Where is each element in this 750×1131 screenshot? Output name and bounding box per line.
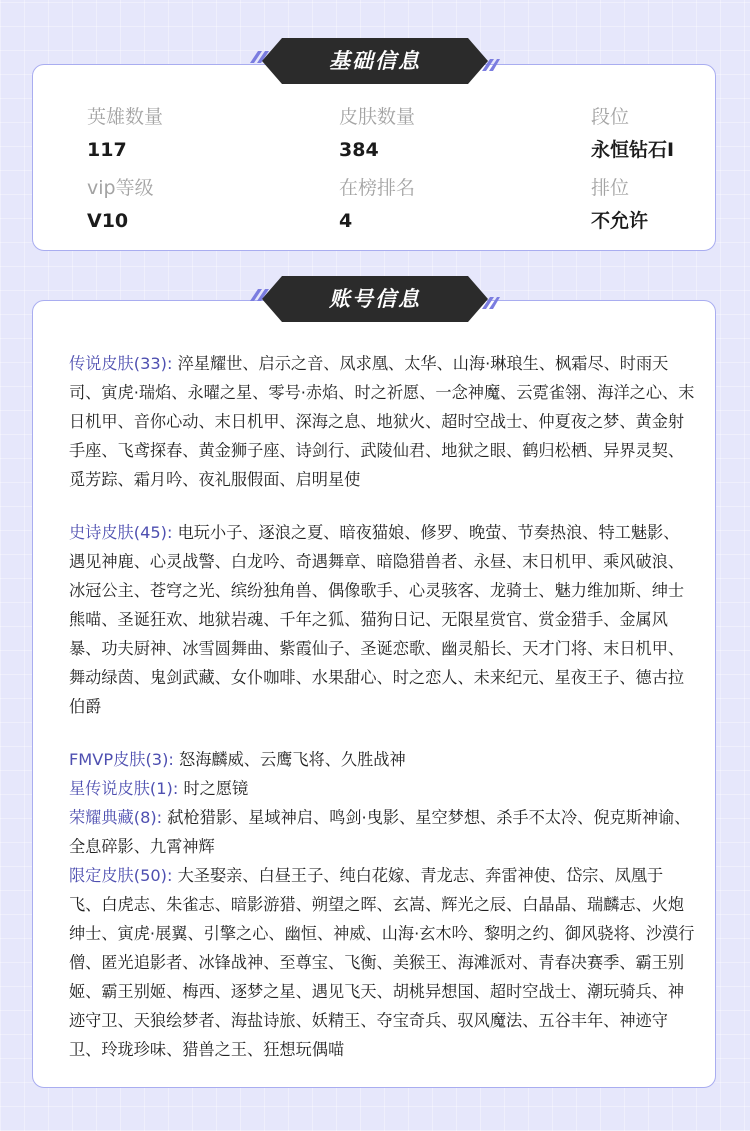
star-legend-skins [69,774,695,803]
limited-skins-label: 限定皮肤(50): [69,866,173,885]
star-legend-skins-label: 星传说皮肤(1): [69,779,179,798]
vip-value: V10 [87,210,129,232]
leaderboard-label: 在榜排名 [339,177,416,199]
fmvp-skins-label: FMVP皮肤(3): [69,750,174,769]
banner-title: 基础信息 [329,49,421,73]
skin-count-label: 皮肤数量 [339,106,416,128]
glory-skins [69,803,695,861]
hero-count-value: 117 [87,139,127,161]
hero-count-label: 英雄数量 [87,106,164,128]
epic-skins-items: 电玩小子、逐浪之夏、暗夜猫娘、修罗、晚萤、节奏热浪、特工魅影、遇见神鹿、心灵战警、白龙吟、奇遇舞章、暗隐猎兽者、永昼、末日机甲、乘风破浪、冰冠公主、苍穹之光、缤纷独角兽、偶像歌手、心灵骇客、龙骑士、魅力维加斯、绅士熊喵、圣诞狂欢、地狱岩魂、千年之狐、猫狗日记、无限星赏官、赏金猎手、金属风暴、功夫厨神、冰雪圆舞曲、紫霞仙子、圣诞恋歌、幽灵船长、天才门将、末日机甲、舞动绿茵、鬼剑武藏、女仆咖啡、水果甜心、时之恋人、未来纪元、星夜王子、德古拉伯爵 [69,523,685,716]
fmvp-skins-items: 怒海麟威、云鹰飞将、久胜战神 [179,750,406,769]
leaderboard [339,176,539,233]
hero-count [87,105,287,162]
fmvp-skins [69,745,695,774]
epic-skins-label: 史诗皮肤(45): [69,523,173,542]
legend-skins-label: 传说皮肤(33): [69,354,173,373]
limited-skins-items: 大圣娶亲、白昼王子、纯白花嫁、青龙志、奔雷神使、岱宗、凤凰于飞、白虎志、朱雀志、暗影游猎、朔望之晖、玄嵩、辉光之辰、白晶晶、瑞麟志、火炮绅士、寅虎·展翼、引擎之心、幽恒、神威、山海·玄木吟、黎明之约、御风骁将、沙漠行僧、匿光追影者、冰锋战神、至尊宝、飞衡、美猴王、海滩派对、青春决赛季、霸王别姬、霸王别姬、梅西、逐梦之星、遇见飞天、胡桃异想国、超时空战士、潮玩骑兵、神迹守卫、天狼绘梦者、海盐诗旅、妖精王、夺宝奇兵、驭风魔法、五谷丰年、神迹守卫、玲珑珍味、猎兽之王、狂想玩偶喵 [69,866,695,1059]
skin-count-value: 384 [339,139,379,161]
rank-value: 永恒钻石I [591,139,675,161]
epic-skins [69,518,695,721]
rank-label: 段位 [591,106,630,128]
limited-skins [69,861,695,1064]
vip-level [87,176,287,233]
skin-list [69,349,695,1064]
vip-label: vip等级 [87,177,154,199]
skin-count [339,105,539,162]
ranking [591,176,750,233]
banner-title: 账号信息 [329,287,421,311]
ranking-value: 不允许 [591,210,649,232]
ranking-label: 排位 [591,177,630,199]
legend-skins [69,349,695,494]
leaderboard-value: 4 [339,210,353,232]
glory-skins-items: 弑枪猎影、星域神启、鸣剑·曳影、星空梦想、杀手不太冷、倪克斯神谕、全息碎影、九霄神辉 [69,808,691,856]
account-info-card [32,300,716,1088]
account-info-banner [250,276,500,322]
star-legend-skins-items: 时之愿镜 [183,779,249,798]
basic-info-card [32,64,716,251]
basic-info-banner [250,38,500,84]
rank [591,105,750,162]
glory-skins-label: 荣耀典藏(8): [69,808,163,827]
legend-skins-items: 淬星耀世、启示之音、凤求凰、太华、山海·琳琅生、枫霜尽、时雨天司、寅虎·瑞焰、永曜之星、零号·赤焰、时之祈愿、一念神魔、云霓雀翎、海洋之心、末日机甲、音你心动、末日机甲、深海之息、地狱火、超时空战士、仲夏夜之梦、黄金射手座、飞鸢探春、黄金狮子座、诗剑行、武陵仙君、地狱之眼、鹤归松栖、异界灵契、觅芳踪、霜月吟、夜礼服假面、启明星使 [69,354,695,489]
